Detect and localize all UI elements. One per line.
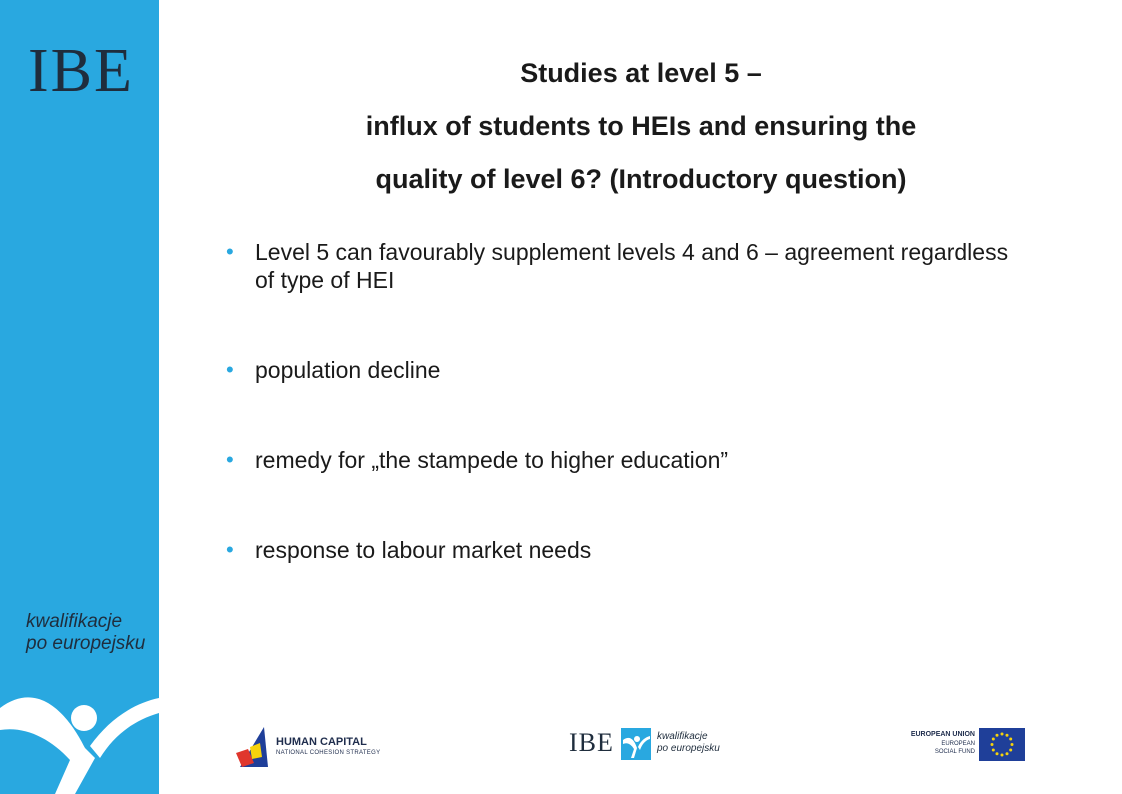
bullet-dot-icon: • [226, 537, 234, 562]
tagline-line-2: po europejsku [26, 633, 146, 654]
human-capital-emblem-icon [234, 723, 272, 771]
eu-logo [905, 728, 1025, 764]
eu-union-label: EUROPEAN UNION [910, 731, 975, 738]
bullet-item [224, 356, 1024, 384]
human-capital-logo [234, 723, 394, 771]
bullet-item [224, 446, 1024, 474]
ibe-footer-tagline-line-1: kwalifikacje [657, 731, 708, 742]
bullet-text: population decline [255, 357, 441, 383]
human-capital-title: HUMAN CAPITAL [276, 736, 367, 748]
bullet-item [224, 536, 1024, 564]
title-line-1: Studies at level 5 – [520, 58, 762, 88]
bullet-dot-icon: • [226, 447, 234, 472]
bullet-text: remedy for „the stampede to higher education” [255, 447, 729, 473]
tagline-line-1: kwalifikacje [26, 611, 123, 632]
bullet-text: response to labour market needs [255, 537, 592, 563]
human-capital-subtitle: NATIONAL COHESION STRATEGY [276, 750, 381, 756]
ibe-footer-logo-text: IBE [569, 728, 614, 757]
sidebar-tagline [26, 611, 145, 655]
bullet-dot-icon: • [226, 239, 234, 264]
bullet-item [224, 238, 1024, 294]
ibe-footer-tagline-line-2: po europejsku [657, 743, 720, 754]
title-line-2: influx of students to HEIs and ensuring the [365, 111, 917, 141]
title-line-3: quality of level 6? (Introductory question) [375, 164, 907, 194]
eu-fund-label-2: SOCIAL FUND [934, 749, 975, 755]
ibe-footer-figure-icon [621, 728, 651, 760]
person-figure-icon [0, 668, 159, 794]
eu-flag-icon [979, 728, 1025, 761]
bullet-dot-icon: • [226, 357, 234, 382]
ibe-logo: IBE [28, 37, 134, 105]
ibe-footer-tagline [657, 731, 720, 755]
ibe-footer-logo [569, 726, 739, 766]
eu-fund-label-1: EUROPEAN [941, 741, 975, 747]
bullet-list [224, 238, 1024, 564]
slide-title [160, 47, 1122, 206]
sidebar [0, 0, 159, 794]
bullet-text: Level 5 can favourably supplement levels 4 and 6 – agreement regardless of type of HEI [255, 239, 1009, 293]
